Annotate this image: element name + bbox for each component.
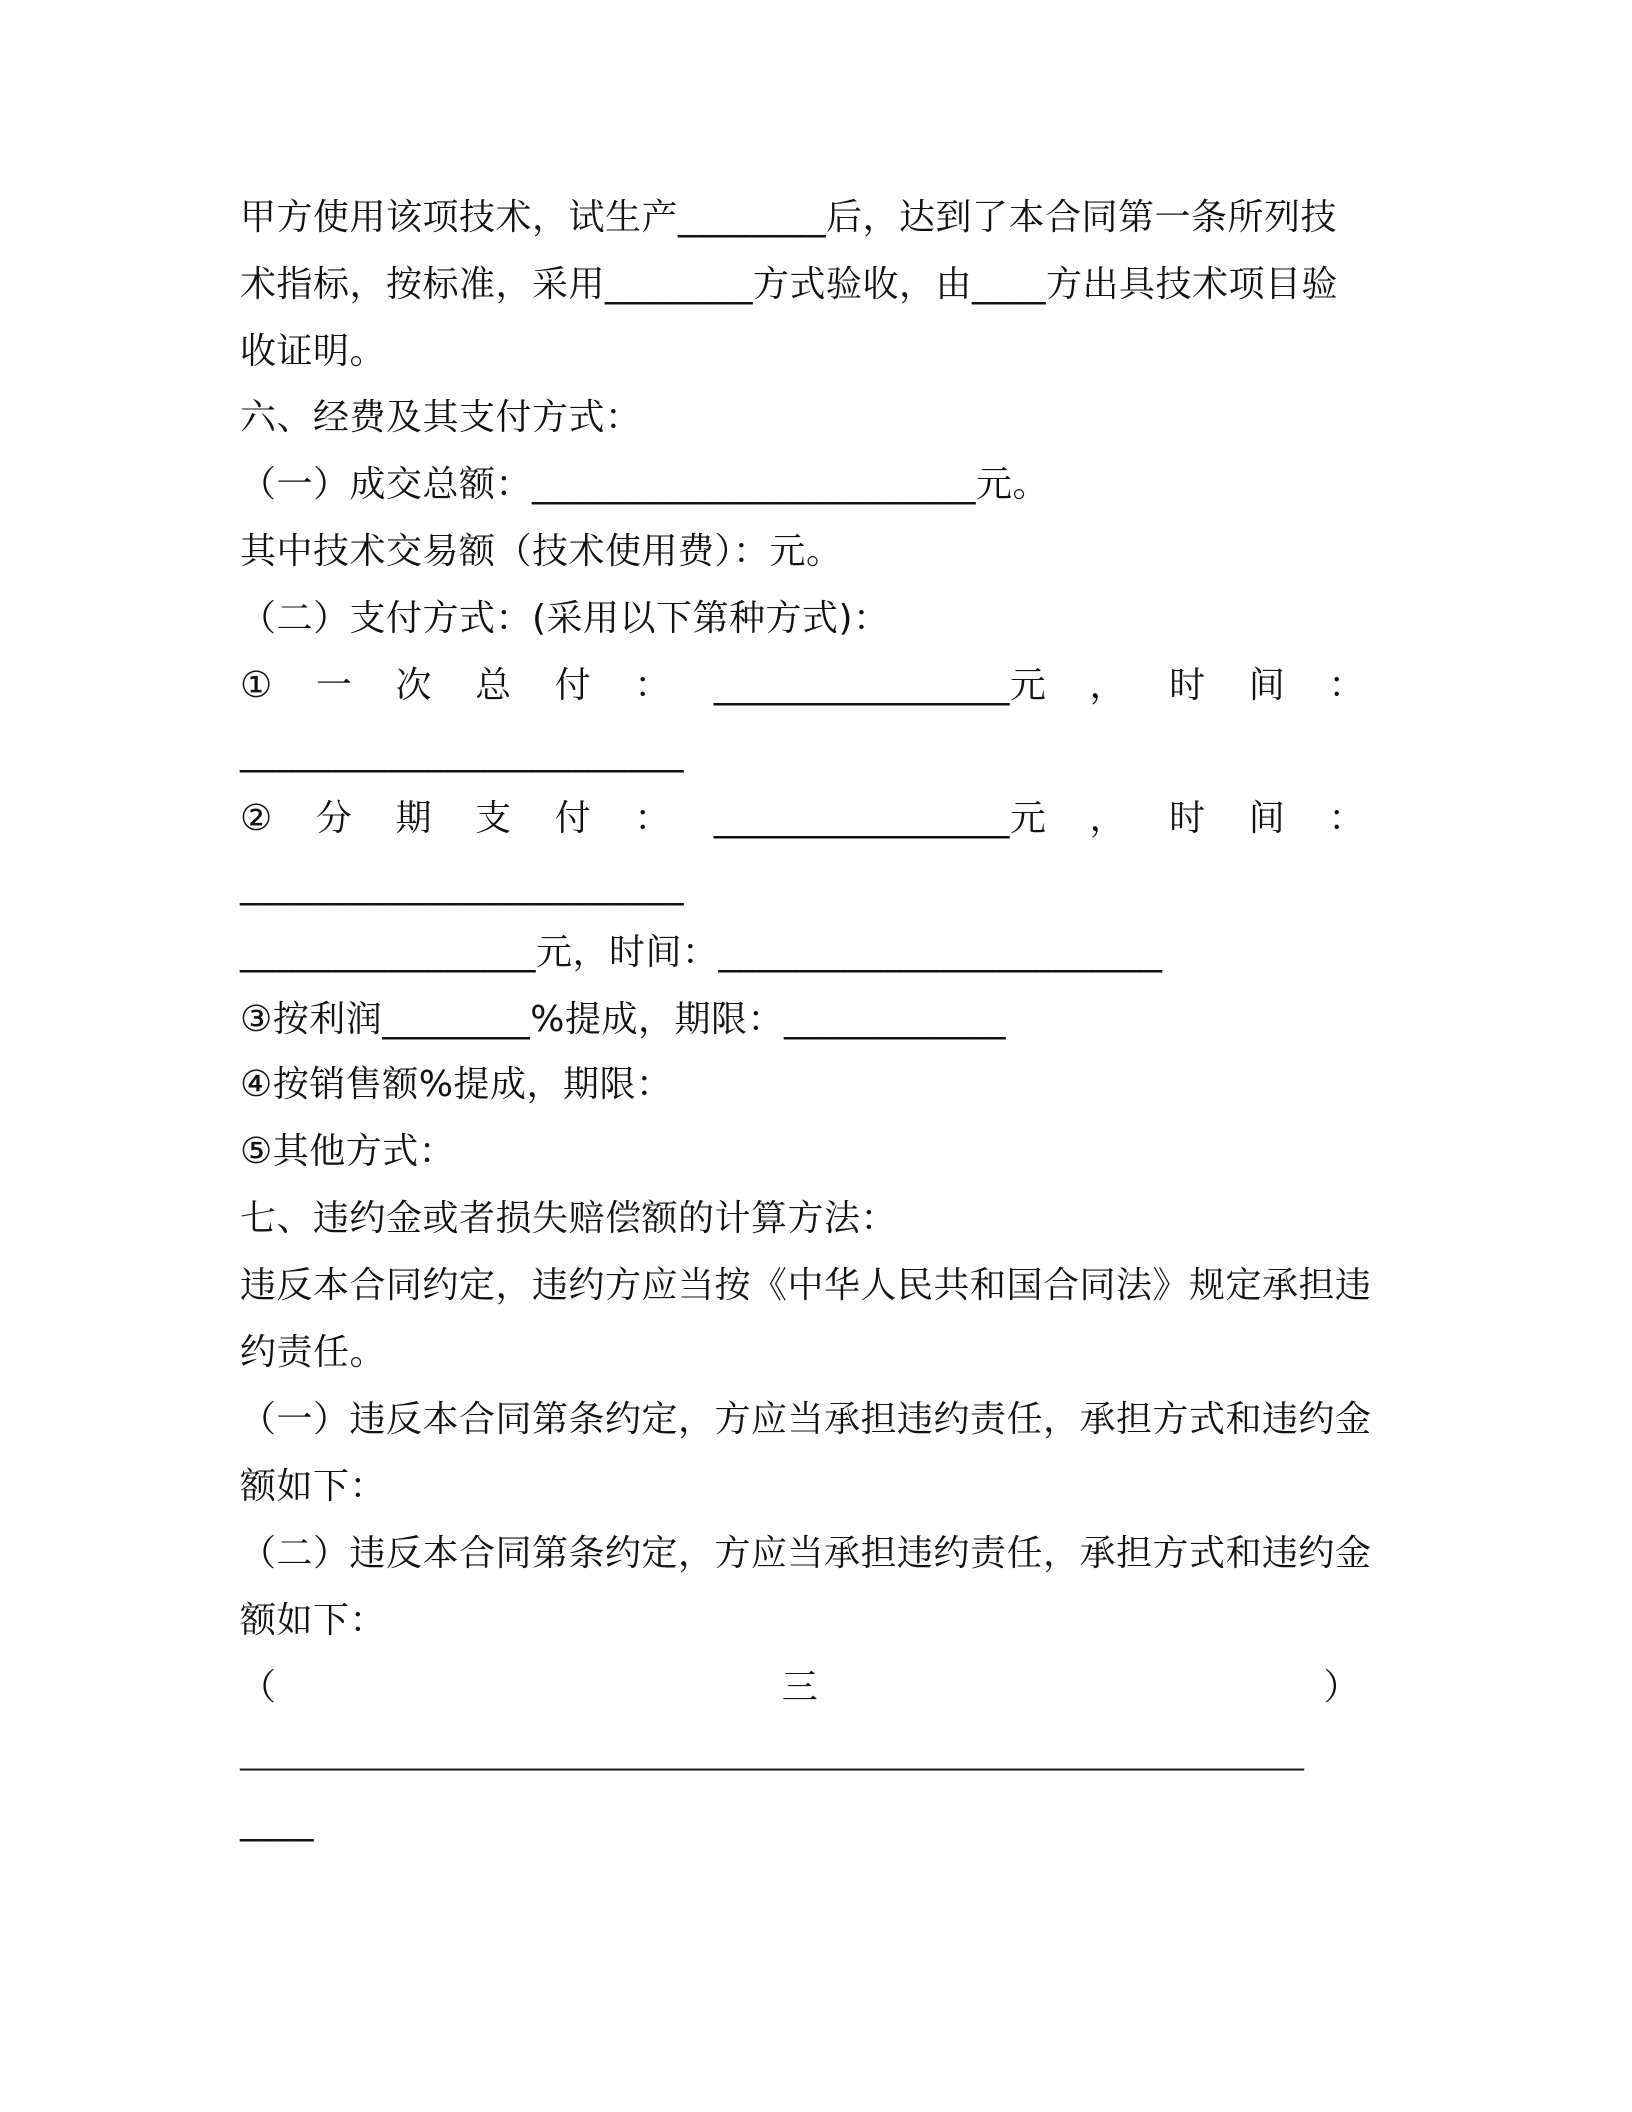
line-token: ①: [240, 665, 273, 706]
payment-once-line: [240, 664, 1365, 708]
line-token: 间: [1248, 665, 1286, 706]
blank-line: ____: [240, 1801, 314, 1842]
paragraph-line: 额如下：: [240, 1466, 387, 1507]
paragraph-line: ④按销售额%提成，期限：: [240, 1064, 673, 1105]
paragraph-line: 收证明。: [240, 331, 387, 372]
line-token: ：: [1328, 798, 1365, 839]
blank-line: ________________________: [240, 865, 684, 906]
paragraph-line: ③按利润________%提成，期限：____________: [240, 999, 1006, 1040]
line-token: ：: [634, 798, 671, 839]
line-token: 一: [315, 665, 353, 706]
line-token: 付: [554, 665, 592, 706]
section-heading: 七、违约金或者损失赔偿额的计算方法：: [240, 1198, 898, 1239]
section-heading: 六、经费及其支付方式：: [240, 397, 642, 438]
line-token: ：: [1328, 665, 1365, 706]
blank-line: ________________________: [240, 732, 684, 773]
line-token: 时: [1169, 798, 1206, 839]
line-token: ，: [1089, 798, 1127, 839]
line-token: ________________元: [713, 665, 1047, 706]
blank-line: ____________________________________________________________________________: [240, 1738, 1304, 1771]
paragraph-line: （一）违反本合同第条约定，方应当承担违约责任，承担方式和违约金: [240, 1399, 1372, 1440]
line-token: （: [240, 1667, 277, 1708]
paragraph-line: 约责任。: [240, 1332, 387, 1373]
line-token: 付: [554, 798, 592, 839]
payment-installment-line: [240, 797, 1365, 841]
paragraph-line: （二）支付方式：(采用以下第种方式)：: [240, 598, 890, 639]
paragraph-line: ⑤其他方式：: [240, 1131, 456, 1172]
line-token: ：: [634, 665, 671, 706]
paragraph-line: 额如下：: [240, 1600, 387, 1641]
line-token: ②: [240, 798, 273, 839]
line-token: 次: [395, 665, 432, 706]
paragraph-line: 其中技术交易额（技术使用费）：元。: [240, 531, 843, 572]
line-token: 分: [315, 798, 353, 839]
line-token: ________________元: [713, 798, 1047, 839]
paragraph-line: （二）违反本合同第条约定，方应当承担违约责任，承担方式和违约金: [240, 1533, 1372, 1574]
paragraph-line: 术指标，按标准，采用________方式验收，由____方出具技术项目验: [240, 264, 1339, 305]
line-token: 总: [475, 665, 512, 706]
paragraph-line: 甲方使用该项技术，试生产________后，达到了本合同第一条所列技: [240, 197, 1338, 238]
line-token: 期: [395, 798, 432, 839]
line-token: ，: [1089, 665, 1127, 706]
paragraph-line: （一）成交总额：________________________元。: [240, 464, 1050, 505]
line-token: ）: [1323, 1667, 1360, 1708]
line-token: 时: [1169, 665, 1206, 706]
line-token: 间: [1248, 798, 1286, 839]
paragraph-line: 违反本合同约定，违约方应当按《中华人民共和国合同法》规定承担违: [240, 1265, 1372, 1306]
line-token: 三: [781, 1667, 819, 1708]
section-three-line: [240, 1666, 1360, 1710]
paragraph-line: ________________元，时间：________________________: [240, 932, 1163, 973]
line-token: 支: [475, 798, 512, 839]
